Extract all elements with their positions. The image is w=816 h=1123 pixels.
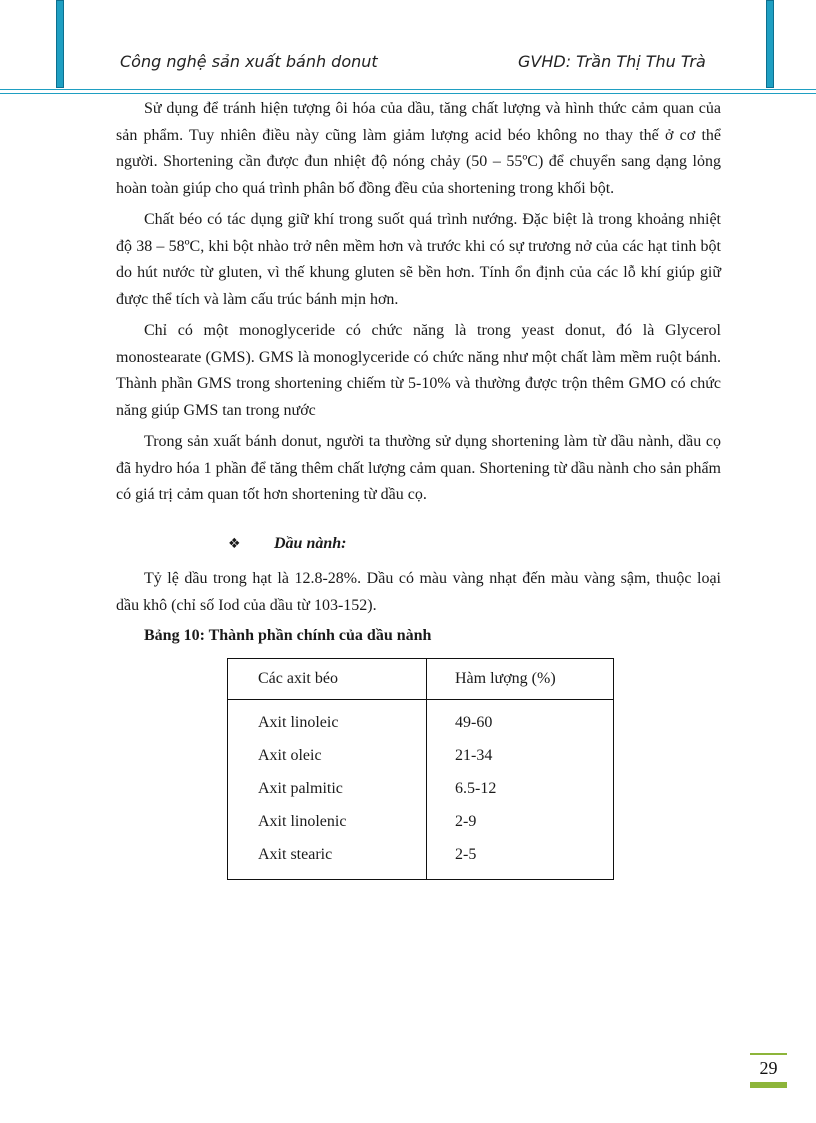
acid-name: Axit stearic bbox=[228, 838, 427, 880]
table-caption: Bảng 10: Thành phần chính của dầu nành bbox=[144, 627, 432, 644]
table-row bbox=[228, 739, 614, 772]
header-rule-bottom bbox=[0, 93, 816, 94]
header-rule-top bbox=[0, 89, 816, 90]
table-header-content: Hàm lượng (%) bbox=[427, 659, 614, 700]
paragraph-soy-oil: Tỷ lệ dầu trong hạt là 12.8-28%. Dầu có màu vàng nhạt đến màu vàng sậm, thuộc loại dầu khô (chỉ số Iod của dầu từ 103-152). bbox=[116, 570, 721, 614]
soy-section bbox=[116, 566, 721, 619]
acid-content: 21-34 bbox=[455, 746, 493, 764]
page-number-rule-bottom bbox=[750, 1082, 787, 1088]
acid-name: Axit linolenic bbox=[228, 805, 427, 838]
acid-content: 49-60 bbox=[455, 713, 493, 731]
acid-content: 2-5 bbox=[455, 845, 477, 863]
diamond-bullet-icon: ❖ bbox=[228, 536, 241, 552]
page-header bbox=[120, 52, 716, 76]
table-header-acid: Các axit béo bbox=[228, 659, 427, 700]
header-document-title: Công nghệ sản xuất bánh donut bbox=[120, 52, 378, 71]
left-header-bar bbox=[56, 0, 64, 88]
body-text bbox=[116, 96, 721, 509]
paragraph-monoglyceride: Chỉ có một monoglyceride có chức năng là trong yeast donut, đó là Glycerol monostearate (GMS). GMS là monoglyceride có chức năng như một chất làm mềm ruột bánh. Thành phần GMS trong shortening chiếm từ 5-10% và thường được trộn thêm GMO có chức năng giúp GMS tan trong nước bbox=[116, 322, 721, 419]
paragraph-shortening-source: Trong sản xuất bánh donut, người ta thường sử dụng shortening làm từ dầu nành, dầu cọ đã hydro hóa 1 phần để tăng thêm chất lượng cảm quan. Shortening từ dầu nành cho sản phẩm có giá trị cảm quan tốt hơn shortening từ dầu cọ. bbox=[116, 433, 721, 503]
page-number: 29 bbox=[759, 1058, 778, 1078]
acid-name: Axit oleic bbox=[228, 739, 427, 772]
acid-name: Axit palmitic bbox=[228, 772, 427, 805]
right-header-bar bbox=[766, 0, 774, 88]
table-row bbox=[228, 700, 614, 740]
page-number-rule-top bbox=[750, 1053, 787, 1055]
acid-name: Axit linoleic bbox=[228, 700, 427, 740]
section-title: Dầu nành: bbox=[274, 535, 347, 552]
table-header-row bbox=[228, 659, 614, 700]
table-row bbox=[228, 805, 614, 838]
table-row bbox=[228, 772, 614, 805]
section-heading bbox=[228, 535, 346, 553]
acid-content: 2-9 bbox=[455, 812, 477, 830]
table-row bbox=[228, 838, 614, 880]
acid-content: 6.5-12 bbox=[455, 779, 497, 797]
header-supervisor: GVHD: Trần Thị Thu Trà bbox=[518, 52, 706, 71]
paragraph-gas-retention: Chất béo có tác dụng giữ khí trong suốt quá trình nướng. Đặc biệt là trong khoảng nhiệt độ 38 – 58ºC, khi bột nhào trở nên mềm hơn và trước khi có sự trương nở của các hạt tinh bột do hút nước từ gluten, vì thế khung gluten sẽ bền hơn. Tính ổn định của các lỗ khí giúp giữ được thể tích và làm cấu trúc bánh mịn hơn. bbox=[116, 211, 721, 308]
fatty-acid-table bbox=[227, 658, 614, 880]
paragraph-antioxidation: Sử dụng để tránh hiện tượng ôi hóa của dầu, tăng chất lượng và hình thức cảm quan của sản phẩm. Tuy nhiên điều này cũng làm giảm lượng acid béo không no thay thế ở cơ thể người. Shortening cần được đun nhiệt độ nóng chảy (50 – 55ºC) để chuyển sang dạng lỏng hoàn toàn giúp cho quá trình phân bố đồng đều của shortening trong khối bột. bbox=[116, 100, 721, 197]
